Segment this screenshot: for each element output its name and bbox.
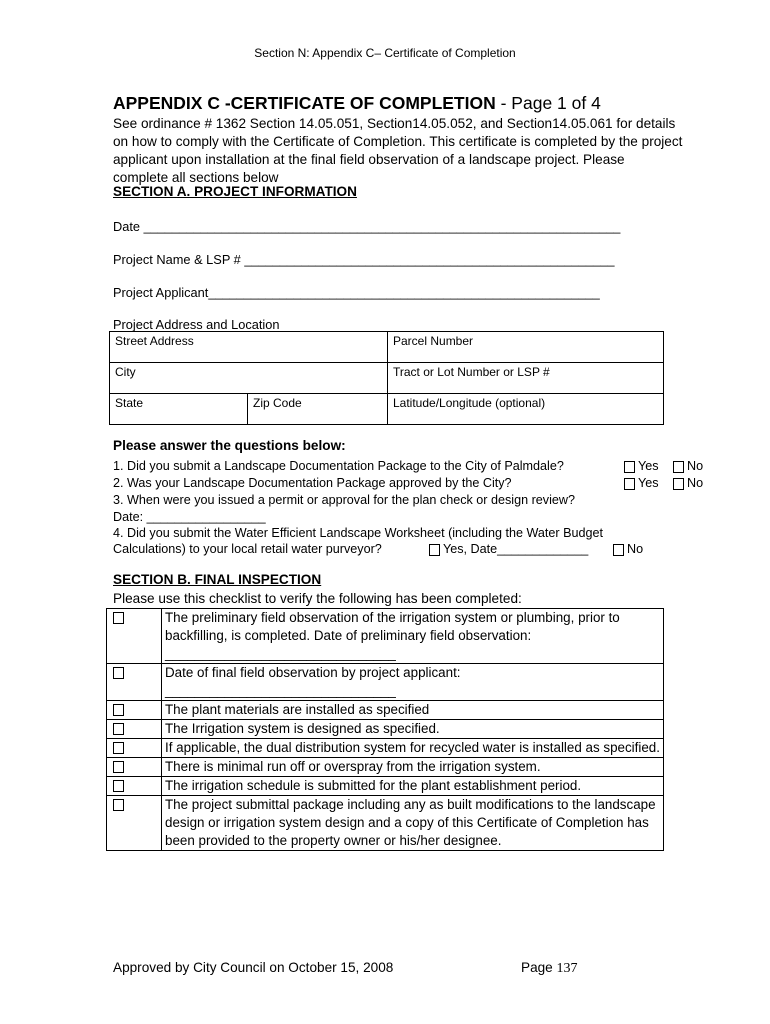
- checklist-checkbox[interactable]: [107, 609, 162, 664]
- page-label: Page: [521, 960, 557, 975]
- checklist-item: The project submittal package including any as built modifications to the landscape design or irrigation system design and a copy of this Certificate of Completion has been provided to the property owner or his/her designee.: [162, 796, 664, 851]
- checklist-item: Date of final field observation by project applicant: _______________________________: [162, 664, 664, 701]
- checkbox-icon: [113, 799, 124, 811]
- checkbox-icon: [613, 544, 624, 556]
- q4-no[interactable]: [613, 542, 643, 556]
- intro-text: See ordinance # 1362 Section 14.05.051, Section14.05.052, and Section14.05.061 for details on how to comply with the Certificate of Completion. This certificate is completed by the project applicant upon installation at the final field observation of a landscape project. Please complete all sections below: [113, 116, 683, 185]
- project-applicant-field[interactable]: Project Applicant_______________________________________________________: [113, 285, 600, 300]
- latlong-cell[interactable]: Latitude/Longitude (optional): [388, 394, 664, 425]
- checklist-row: [107, 739, 664, 758]
- q4-no-label: No: [627, 542, 644, 556]
- checklist-checkbox[interactable]: [107, 739, 162, 758]
- checklist-checkbox[interactable]: [107, 720, 162, 739]
- checkbox-icon: [113, 612, 124, 624]
- q1-yes-label: Yes: [638, 459, 659, 473]
- question-1: 1. Did you submit a Landscape Documentation Package to the City of Palmdale?: [113, 459, 564, 473]
- checklist-row: [107, 720, 664, 739]
- checkbox-icon: [624, 461, 635, 473]
- questions-heading: Please answer the questions below:: [113, 438, 346, 453]
- date-field[interactable]: Date ___________________________________________________________________: [113, 219, 621, 234]
- checklist-item: The plant materials are installed as specified: [162, 701, 664, 720]
- tract-cell[interactable]: Tract or Lot Number or LSP #: [388, 363, 664, 394]
- checklist-row: [107, 701, 664, 720]
- checkbox-icon: [113, 723, 124, 735]
- street-address-cell[interactable]: Street Address: [110, 332, 388, 363]
- checkbox-icon: [113, 742, 124, 754]
- project-name-field[interactable]: Project Name & LSP # ____________________________________________________: [113, 252, 615, 267]
- checklist-item: If applicable, the dual distribution system for recycled water is installed as specified.: [162, 739, 664, 758]
- checklist-checkbox[interactable]: [107, 758, 162, 777]
- title-page: - Page 1 of 4: [495, 93, 601, 113]
- running-header: Section N: Appendix C– Certificate of Completion: [254, 46, 516, 60]
- q4-yes-date-label: Yes, Date_____________: [443, 542, 589, 556]
- checklist-checkbox[interactable]: [107, 664, 162, 701]
- checkbox-icon: [113, 761, 124, 773]
- state-cell[interactable]: State: [110, 394, 248, 425]
- q2-no-label: No: [687, 476, 704, 490]
- checklist-item: The preliminary field observation of the irrigation system or plumbing, prior to backfilling, is completed. Date of preliminary field observation: _______________________________: [162, 609, 664, 664]
- checklist-row: [107, 796, 664, 851]
- checklist-item: The irrigation schedule is submitted for the plant establishment period.: [162, 777, 664, 796]
- q1-no-label: No: [687, 459, 704, 473]
- checklist-checkbox[interactable]: [107, 701, 162, 720]
- inspection-checklist: [106, 608, 664, 851]
- checklist-checkbox[interactable]: [107, 777, 162, 796]
- checklist-row: [107, 664, 664, 701]
- checkbox-icon: [429, 544, 440, 556]
- checkbox-icon: [673, 478, 684, 490]
- q1-yes[interactable]: [624, 459, 659, 473]
- question-4-line2: Calculations) to your local retail water purveyor?: [113, 542, 382, 556]
- q2-yes[interactable]: [624, 476, 659, 490]
- parcel-number-cell[interactable]: Parcel Number: [388, 332, 664, 363]
- approval-note: Approved by City Council on October 15, 2008: [113, 960, 394, 975]
- title-main: APPENDIX C -CERTIFICATE OF COMPLETION: [113, 93, 496, 113]
- question-3-date[interactable]: Date: _________________: [113, 510, 266, 524]
- zip-cell[interactable]: Zip Code: [248, 394, 388, 425]
- section-a-heading: SECTION A. PROJECT INFORMATION: [113, 184, 357, 199]
- q2-no[interactable]: [673, 476, 703, 490]
- checkbox-icon: [624, 478, 635, 490]
- checklist-item: The Irrigation system is designed as specified.: [162, 720, 664, 739]
- checkbox-icon: [113, 780, 124, 792]
- page-num: 137: [556, 961, 578, 976]
- checklist-item: There is minimal run off or overspray from the irrigation system.: [162, 758, 664, 777]
- section-b-subheading: Please use this checklist to verify the following has been completed:: [113, 591, 522, 606]
- checklist-row: [107, 777, 664, 796]
- checkbox-icon: [113, 704, 124, 716]
- question-2: 2. Was your Landscape Documentation Package approved by the City?: [113, 476, 512, 490]
- page-title: [113, 93, 601, 114]
- section-b-heading: SECTION B. FINAL INSPECTION: [113, 572, 322, 587]
- question-4-line1: 4. Did you submit the Water Efficient Landscape Worksheet (including the Water Budget: [113, 526, 604, 540]
- q4-yes-date[interactable]: [429, 542, 588, 556]
- q2-yes-label: Yes: [638, 476, 659, 490]
- checklist-row: [107, 758, 664, 777]
- checkbox-icon: [113, 667, 124, 679]
- checklist-checkbox[interactable]: [107, 796, 162, 851]
- checklist-row: [107, 609, 664, 664]
- checkbox-icon: [673, 461, 684, 473]
- page-number: [521, 960, 578, 977]
- address-label: Project Address and Location: [113, 317, 280, 332]
- address-table: [109, 331, 664, 425]
- q1-no[interactable]: [673, 459, 703, 473]
- question-3: 3. When were you issued a permit or approval for the plan check or design review?: [113, 493, 576, 507]
- city-cell[interactable]: City: [110, 363, 388, 394]
